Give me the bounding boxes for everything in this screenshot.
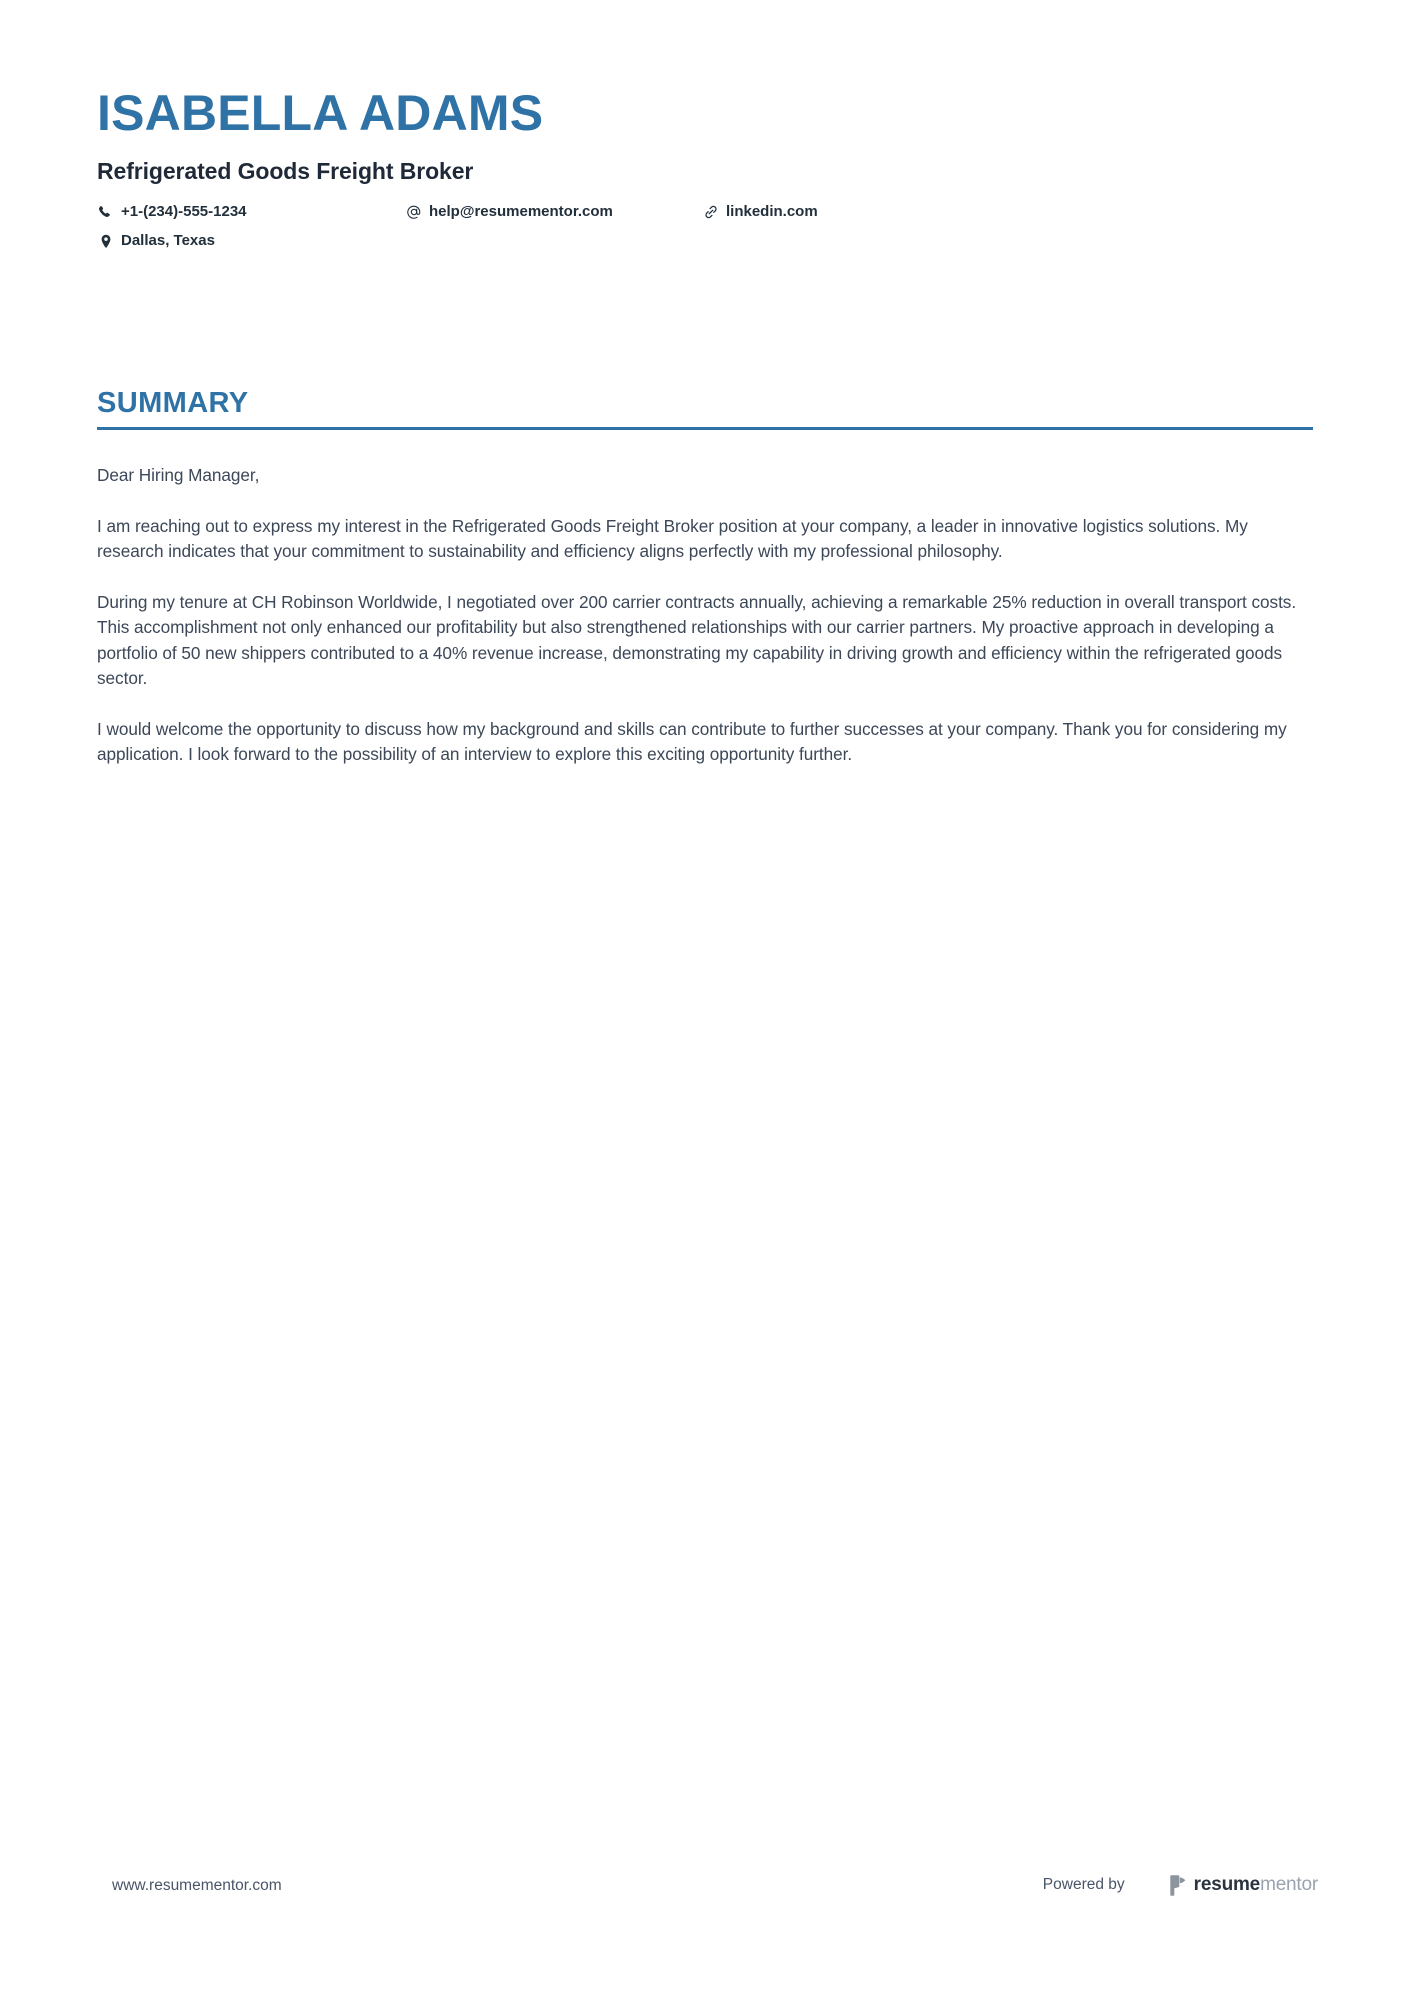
contact-location [97, 232, 405, 250]
footer-branding [1043, 1874, 1318, 1896]
contact-phone[interactable] [97, 203, 405, 221]
candidate-name: ISABELLA ADAMS [97, 85, 544, 141]
contact-linkedin-label: linkedin.com [726, 203, 818, 220]
brand-word-primary: resume [1193, 1874, 1261, 1895]
contact-row-secondary [97, 232, 1313, 250]
letter-salutation: Dear Hiring Manager, [97, 465, 260, 485]
resumementor-wordmark [1194, 1874, 1318, 1896]
contact-email[interactable] [405, 203, 702, 221]
footer-website-url[interactable]: www.resumementor.com [112, 1877, 282, 1894]
contact-location-label: Dallas, Texas [121, 232, 215, 249]
contact-phone-label: +1-(234)-555-1234 [121, 203, 247, 220]
letter-header [97, 84, 1313, 261]
resumementor-logo[interactable] [1169, 1874, 1318, 1896]
summary-section-rule [97, 427, 1313, 430]
page-footer [0, 1868, 1410, 1908]
contact-block [97, 203, 1313, 250]
at-sign-icon [405, 204, 422, 221]
powered-by-label: Powered by [1042, 1876, 1125, 1893]
link-icon [702, 204, 719, 221]
resumementor-mark-icon [1169, 1874, 1188, 1896]
map-pin-icon [97, 233, 114, 250]
brand-word-secondary: mentor [1260, 1874, 1318, 1895]
letter-body [97, 463, 1313, 768]
summary-section [97, 386, 1313, 768]
letter-paragraph-closing: I would welcome the opportunity to discuss how my background and skills can contribute to further successes at your company. Thank you for considering my application. I look forward to the possibility of an interview to explore this exciting opportunity further. [97, 718, 1287, 764]
summary-section-heading: SUMMARY [97, 387, 249, 419]
letter-paragraph-experience: During my tenure at CH Robinson Worldwide, I negotiated over 200 carrier contracts annually, achieving a remarkable 25% reduction in overall transport costs. This accomplishment not only enhanced our profitability but also strengthened relationships with our carrier partners. My proactive approach in developing a portfolio of 50 new shippers contributed to a 40% revenue increase, demonstrating my capability in driving growth and efficiency within the refrigerated goods sector. [97, 591, 1297, 688]
contact-linkedin[interactable] [702, 203, 818, 221]
contact-row-primary [97, 203, 1313, 221]
letter-paragraph-intro: I am reaching out to express my interest in the Refrigerated Goods Freight Broker position at your company, a leader in innovative logistics solutions. My research indicates that your commitment to sustainability and efficiency aligns perfectly with my professional philosophy. [97, 515, 1248, 561]
phone-icon [97, 204, 114, 221]
candidate-job-title: Refrigerated Goods Freight Broker [97, 158, 474, 184]
contact-email-label: help@resumementor.com [429, 203, 613, 220]
